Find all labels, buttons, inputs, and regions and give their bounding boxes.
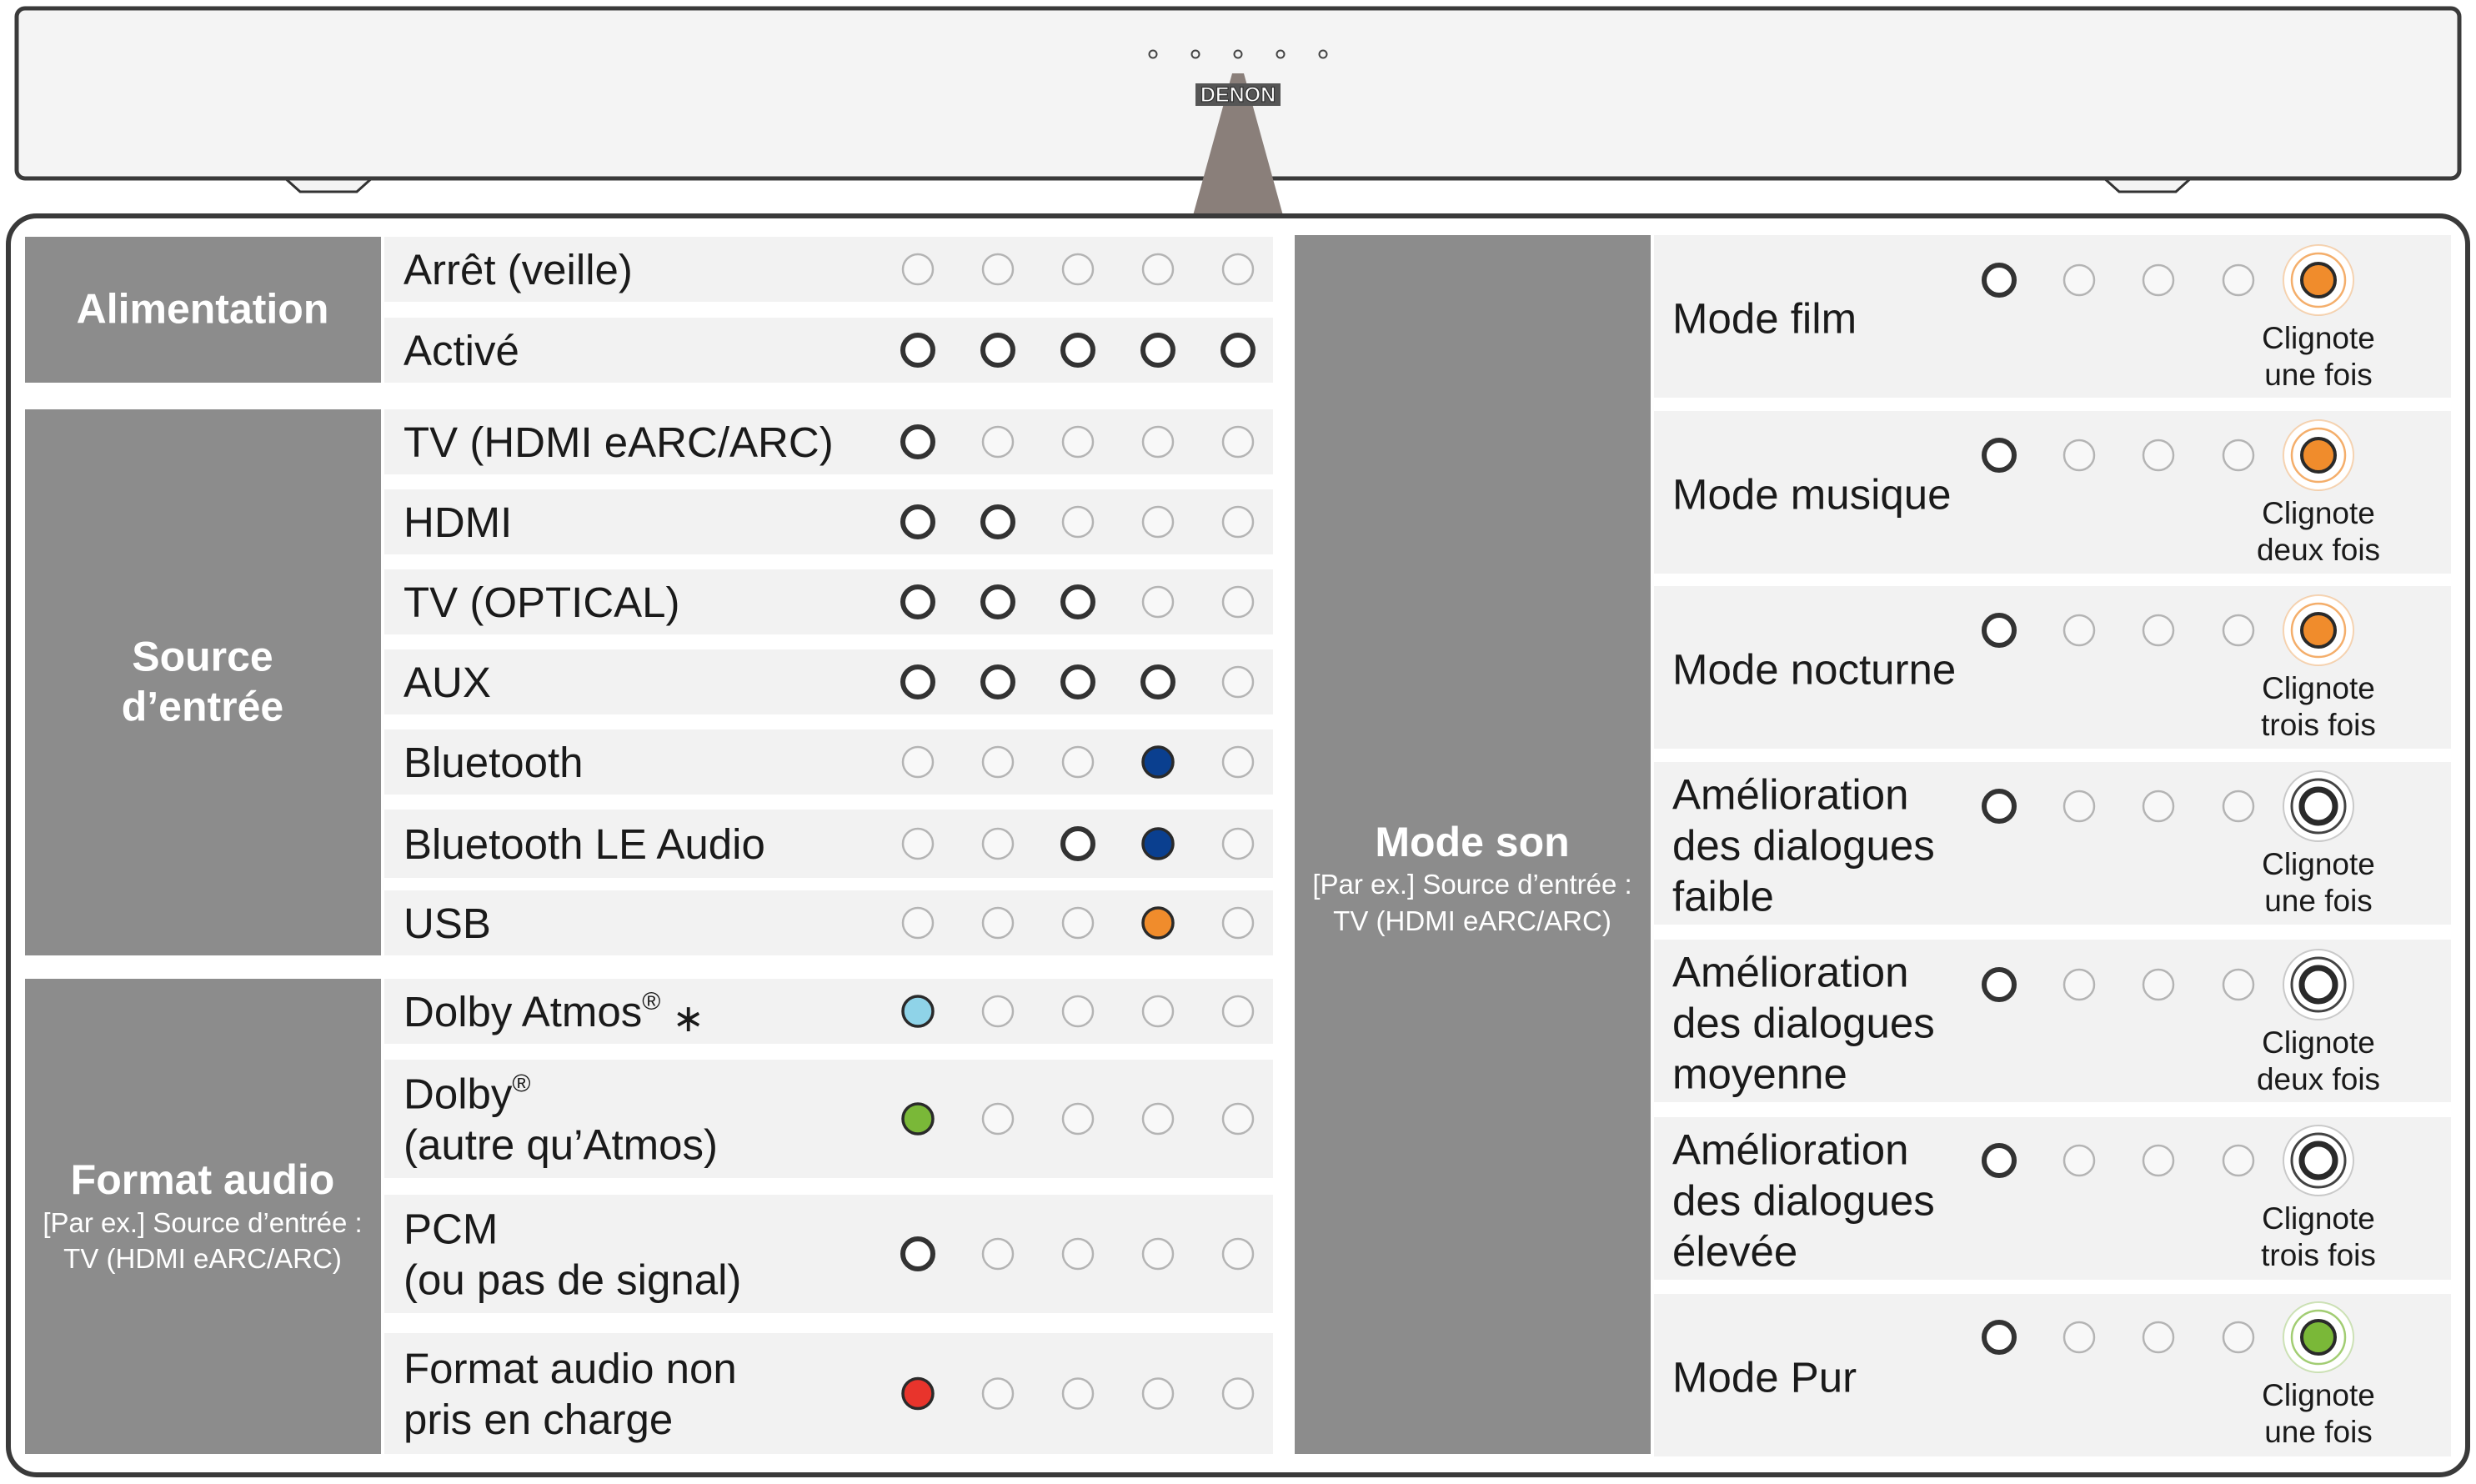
row-label: Dolby® [403,1070,531,1118]
row-label: TV (OPTICAL) [403,579,680,626]
soundbar-device [17,8,2459,218]
row-label: Bluetooth LE Audio [403,820,765,868]
row-label: Mode musique [1672,470,1952,519]
led-off-icon [1143,1104,1173,1134]
led-off-icon [2143,791,2173,821]
led-off-icon [983,1379,1013,1409]
led-green-icon [903,1104,933,1134]
led-on-icon [903,587,933,617]
row-label: Mode nocturne [1672,645,1957,694]
group-subtitle: TV (HDMI eARC/ARC) [63,1243,342,1274]
led-on-icon [1984,615,2014,645]
led-off-icon [1063,747,1093,777]
table-row [384,1333,1273,1454]
row-label: HDMI [403,499,513,546]
blink-caption: Clignote [2262,1025,2375,1060]
row-label: Bluetooth [403,739,584,786]
table-row [1654,235,2451,398]
table-row [384,979,1273,1044]
table-row [1654,586,2451,749]
row-label: faible [1672,872,1774,920]
table-row [1654,1294,2451,1456]
led-on-icon [1984,1146,2014,1176]
row-label: (ou pas de signal) [403,1256,742,1304]
blink-caption: deux fois [2256,1062,2381,1096]
led-orange-icon [1143,908,1173,938]
led-off-icon [2143,265,2173,295]
row-label: élevée [1672,1227,1798,1276]
led-on-icon [903,507,933,537]
led-off-icon [1063,1379,1093,1409]
led-off-icon [2223,791,2253,821]
group-header-bg [25,409,381,955]
group-mode-son [1295,235,2451,1456]
led-off-icon [1143,996,1173,1026]
led-off-icon [983,427,1013,457]
table-row [384,729,1273,795]
led-on-icon [1984,970,2014,1000]
led-off-icon [1063,427,1093,457]
led-orange-blink-icon [2302,614,2335,647]
led-white-blink-icon [2302,968,2335,1001]
led-on-icon [903,335,933,365]
led-off-icon [2143,970,2173,1000]
row-label: pris en charge [403,1396,674,1443]
led-off-icon [983,908,1013,938]
blink-caption: Clignote [2262,1201,2375,1236]
table-row [384,1060,1273,1178]
row-label: TV (HDMI eARC/ARC) [403,419,834,466]
led-off-icon [983,254,1013,284]
row-label: Arrêt (veille) [403,246,633,293]
led-off-icon [983,996,1013,1026]
led-off-icon [1143,507,1173,537]
led-blue-icon [1143,829,1173,859]
indicator-table-panel [8,216,2468,1475]
led-on-icon [1984,440,2014,470]
table-row [384,237,1273,302]
row-label: Format audio non [403,1345,737,1392]
led-off-icon [2064,970,2094,1000]
table-row [384,890,1273,955]
led-off-icon [1143,1379,1173,1409]
led-on-icon [983,587,1013,617]
row-label: moyenne [1672,1050,1847,1098]
led-off-icon [1223,667,1253,697]
row-label: Amélioration [1672,770,1909,819]
led-off-icon [1223,507,1253,537]
row-label: Dolby Atmos® ∗ [403,988,704,1040]
led-on-icon [1984,1322,2014,1352]
led-off-icon [1223,829,1253,859]
led-off-icon [1223,587,1253,617]
table-row [384,649,1273,714]
registered-mark: ® [512,1070,531,1098]
led-blue-icon [1143,747,1173,777]
led-off-icon [1063,908,1093,938]
table-row [1654,411,2451,574]
led-off-icon [2223,440,2253,470]
row-label: Mode film [1672,294,1857,343]
led-off-icon [2223,970,2253,1000]
row-bg [384,649,1273,714]
group-subtitle: TV (HDMI eARC/ARC) [1333,905,1611,936]
group-subtitle: [Par ex.] Source d’entrée : [1312,869,1632,900]
led-off-icon [2223,1322,2253,1352]
row-label: Amélioration [1672,948,1909,996]
row-label: USB [403,900,491,947]
table-row [1654,1117,2451,1280]
footnote-asterisk: ∗ [672,996,704,1040]
blink-caption: une fois [2264,358,2373,392]
row-label: des dialogues [1672,1176,1935,1225]
blink-caption: Clignote [2262,671,2375,705]
group-title: Source [132,633,273,680]
led-off-icon [1143,1239,1173,1269]
led-off-icon [2143,440,2173,470]
led-on-icon [1143,667,1173,697]
led-off-icon [1223,1379,1253,1409]
row-label: Mode Pur [1672,1353,1857,1401]
led-on-icon [903,667,933,697]
led-off-icon [2064,1146,2094,1176]
table-row [1654,940,2451,1102]
led-on-icon [1063,829,1093,859]
led-off-icon [1223,1239,1253,1269]
row-label: PCM [403,1205,499,1253]
led-off-icon [2064,791,2094,821]
led-off-icon [1223,427,1253,457]
led-off-icon [1223,747,1253,777]
led-off-icon [2223,1146,2253,1176]
led-on-icon [1984,265,2014,295]
led-orange-blink-icon [2302,439,2335,472]
led-off-icon [983,829,1013,859]
led-off-icon [903,747,933,777]
led-on-icon [1223,335,1253,365]
blink-caption: trois fois [2261,708,2376,742]
registered-mark: ® [642,988,661,1015]
led-off-icon [2064,1322,2094,1352]
led-white-blink-icon [2302,790,2335,823]
led-on-icon [1143,335,1173,365]
table-row [1654,762,2451,925]
led-white-blink-icon [2302,1144,2335,1177]
group-title: Alimentation [76,285,329,333]
led-cyan-icon [903,996,933,1026]
group-title: Mode son [1375,819,1570,865]
led-off-icon [1063,254,1093,284]
led-off-icon [2143,1146,2173,1176]
led-off-icon [2143,615,2173,645]
led-off-icon [1063,1239,1093,1269]
group-1 [25,409,1273,955]
blink-caption: une fois [2264,1415,2373,1449]
table-row [384,409,1273,474]
led-off-icon [2223,265,2253,295]
group-title: Format audio [70,1156,335,1203]
led-off-icon [1063,996,1093,1026]
led-off-icon [1063,1104,1093,1134]
led-off-icon [1223,996,1253,1026]
table-row [384,318,1273,383]
row-label: (autre qu’Atmos) [403,1121,718,1169]
table-row [384,1195,1273,1313]
led-off-icon [2143,1322,2173,1352]
led-off-icon [983,1104,1013,1134]
row-label: AUX [403,659,491,706]
group-title: d’entrée [121,683,284,730]
blink-caption: deux fois [2256,533,2381,567]
led-on-icon [903,427,933,457]
blink-caption: Clignote [2262,847,2375,881]
blink-caption: trois fois [2261,1238,2376,1272]
brand-logo: DENON [1200,83,1276,107]
led-red-icon [903,1379,933,1409]
led-off-icon [1143,587,1173,617]
led-off-icon [1063,507,1093,537]
led-on-icon [1984,791,2014,821]
row-label: des dialogues [1672,999,1935,1047]
row-bg [384,489,1273,554]
led-off-icon [983,1239,1013,1269]
led-orange-blink-icon [2302,263,2335,297]
led-on-icon [983,667,1013,697]
table-row [384,489,1273,554]
group-subtitle: [Par ex.] Source d’entrée : [43,1207,363,1238]
row-bg [384,890,1273,955]
led-off-icon [1223,908,1253,938]
led-off-icon [903,908,933,938]
led-on-icon [983,335,1013,365]
blink-caption: une fois [2264,884,2373,918]
row-label: des dialogues [1672,821,1935,870]
blink-caption: Clignote [2262,1378,2375,1412]
led-off-icon [903,829,933,859]
led-off-icon [903,254,933,284]
row-label: Activé [403,327,519,374]
led-off-icon [1143,427,1173,457]
led-on-icon [983,507,1013,537]
led-off-icon [2064,615,2094,645]
led-off-icon [983,747,1013,777]
blink-caption: Clignote [2262,321,2375,355]
led-on-icon [1063,335,1093,365]
blink-caption: Clignote [2262,496,2375,530]
led-green-blink-icon [2302,1321,2335,1354]
table-row [384,569,1273,634]
led-on-icon [1063,587,1093,617]
led-off-icon [2064,265,2094,295]
led-off-icon [1223,1104,1253,1134]
led-off-icon [1143,254,1173,284]
led-off-icon [2064,440,2094,470]
row-label: Amélioration [1672,1126,1909,1174]
led-on-icon [1063,667,1093,697]
led-off-icon [2223,615,2253,645]
table-row [384,810,1273,878]
led-on-icon [903,1239,933,1269]
led-off-icon [1223,254,1253,284]
